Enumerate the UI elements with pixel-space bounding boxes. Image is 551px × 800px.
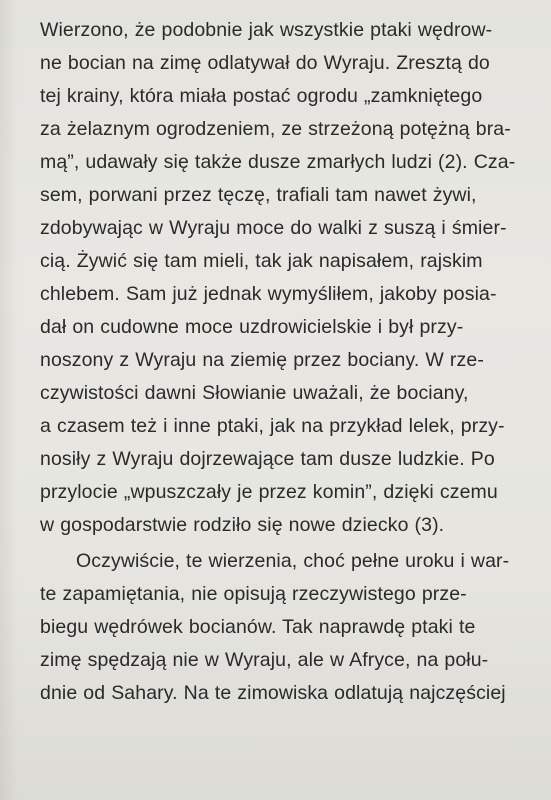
text-line: tej krainy, która miała postać ogrodu „zamkniętego [40, 85, 483, 107]
text-line: mą”, udawały się także dusze zmarłych ludzi (2). Cza- [40, 151, 516, 173]
text-line: chlebem. Sam już jednak wymyśliłem, jakoby posia- [40, 283, 497, 305]
text-line: te zapamiętania, nie opisują rzeczywistego prze- [40, 583, 467, 605]
text-line: w gospodarstwie rodziło się nowe dziecko (3). [40, 514, 445, 536]
text-line: nosiły z Wyraju dojrzewające tam dusze ludzkie. Po [40, 448, 495, 470]
text-line: zdobywając w Wyraju moce do walki z suszą i śmier- [40, 217, 507, 239]
text-line: cią. Żywić się tam mieli, tak jak napisałem, rajskim [40, 250, 483, 272]
text-line: a czasem też i inne ptaki, jak na przykład lelek, przy- [40, 415, 505, 437]
text-line: Wierzono, że podobnie jak wszystkie ptaki wędrow- [40, 19, 493, 41]
text-line: czywistości dawni Słowianie uważali, że bociany, [40, 382, 469, 404]
text-line: biegu wędrówek bocianów. Tak naprawdę ptaki te [40, 616, 476, 638]
text-line: noszony z Wyraju na ziemię przez bociany. W rze- [40, 349, 484, 371]
paragraph-start-line: Oczywiście, te wierzenia, choć pełne uroku i war- [76, 550, 510, 572]
text-line: dnie od Sahary. Na te zimowiska odlatują najczęściej [40, 682, 506, 704]
text-line: przylocie „wpuszczały je przez komin”, dzięki czemu [40, 481, 498, 503]
text-line: zimę spędzają nie w Wyraju, ale w Afryce, na połu- [40, 649, 489, 671]
text-line: ne bocian na zimę odlatywał do Wyraju. Zresztą do [40, 52, 490, 74]
page-edge-shadow [0, 0, 18, 800]
text-line: dał on cudowne moce uzdrowicielskie i był przy- [40, 316, 464, 338]
text-line: sem, porwani przez tęczę, trafiali tam nawet żywi, [40, 184, 477, 206]
text-line: za żelaznym ogrodzeniem, ze strzeżoną potężną bra- [40, 118, 511, 140]
